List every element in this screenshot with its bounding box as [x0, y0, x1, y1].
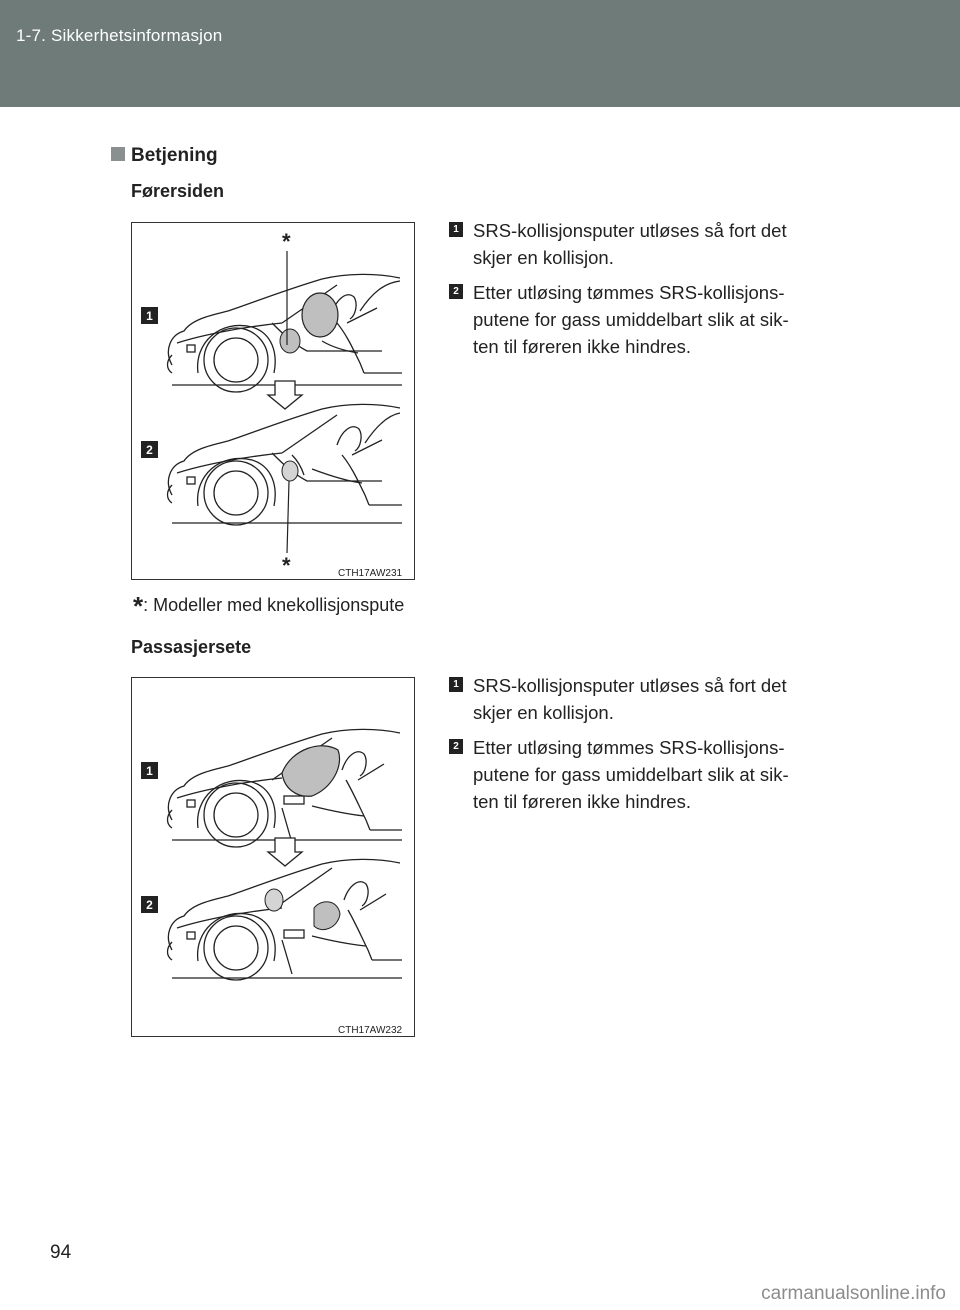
asterisk-top: * — [282, 229, 291, 254]
footnote — [133, 591, 404, 622]
passenger-side-title: Passasjersete — [131, 637, 252, 657]
driver-airbag-illustration — [132, 223, 414, 579]
footnote-asterisk: * — [133, 591, 144, 621]
step2-label: 2 — [146, 898, 153, 912]
car-upper — [168, 729, 403, 847]
item-text-line: SRS-kollisjonsputer utløses så fort det — [473, 675, 787, 696]
watermark: carmanualsonline.info — [761, 1283, 946, 1304]
figure-code: CTH17AW231 — [338, 568, 403, 579]
step1-label: 1 — [146, 764, 153, 778]
knee-airbag-deflated — [282, 461, 298, 481]
item-text-line: putene for gass umiddelbart slik at sik- — [473, 764, 789, 785]
deflated-passenger-airbag — [314, 902, 340, 930]
item-number-badge: 1 — [449, 222, 463, 237]
passenger-airbag-figure — [131, 677, 415, 1037]
passenger-item-2 — [449, 734, 835, 815]
item-text-line: ten til føreren ikke hindres. — [473, 336, 691, 357]
item-text-line: Etter utløsing tømmes SRS-kollisjons- — [473, 282, 785, 303]
step2-label: 2 — [146, 443, 153, 457]
section-heading-text: Betjening — [131, 145, 218, 166]
item-number-badge: 2 — [449, 739, 463, 754]
item-number-badge: 2 — [449, 284, 463, 299]
figure-code: CTH17AW232 — [338, 1025, 403, 1036]
driver-item-2 — [449, 279, 835, 360]
deflated-airbag-left — [265, 889, 283, 911]
square-bullet-icon — [111, 147, 125, 161]
item-text-line: skjer en kollisjon. — [473, 702, 614, 723]
knee-airbag — [280, 329, 300, 353]
driver-item-1 — [449, 217, 835, 271]
footnote-text: : Modeller med knekollisjonspute — [143, 595, 405, 615]
item-text-line: SRS-kollisjonsputer utløses så fort det — [473, 220, 787, 241]
item-number-badge: 1 — [449, 677, 463, 692]
passenger-airbag-illustration — [132, 678, 414, 1036]
deployed-passenger-airbag — [282, 746, 340, 796]
sequence-arrow-icon — [268, 838, 302, 866]
page-number: 94 — [50, 1242, 72, 1263]
deployed-airbag — [302, 293, 338, 337]
car-lower — [168, 859, 403, 980]
item-text-line: ten til føreren ikke hindres. — [473, 791, 691, 812]
step1-label: 1 — [146, 309, 153, 323]
driver-side-title: Førersiden — [131, 181, 225, 201]
item-text-line: putene for gass umiddelbart slik at sik- — [473, 309, 789, 330]
passenger-item-1 — [449, 672, 835, 726]
item-text-line: Etter utløsing tømmes SRS-kollisjons- — [473, 737, 785, 758]
asterisk-bottom: * — [282, 553, 291, 578]
section-heading — [111, 145, 218, 167]
section-breadcrumb: 1-7. Sikkerhetsinformasjon — [16, 26, 223, 45]
driver-airbag-figure — [131, 222, 415, 580]
item-text-line: skjer en kollisjon. — [473, 247, 614, 268]
page-header — [0, 0, 960, 107]
